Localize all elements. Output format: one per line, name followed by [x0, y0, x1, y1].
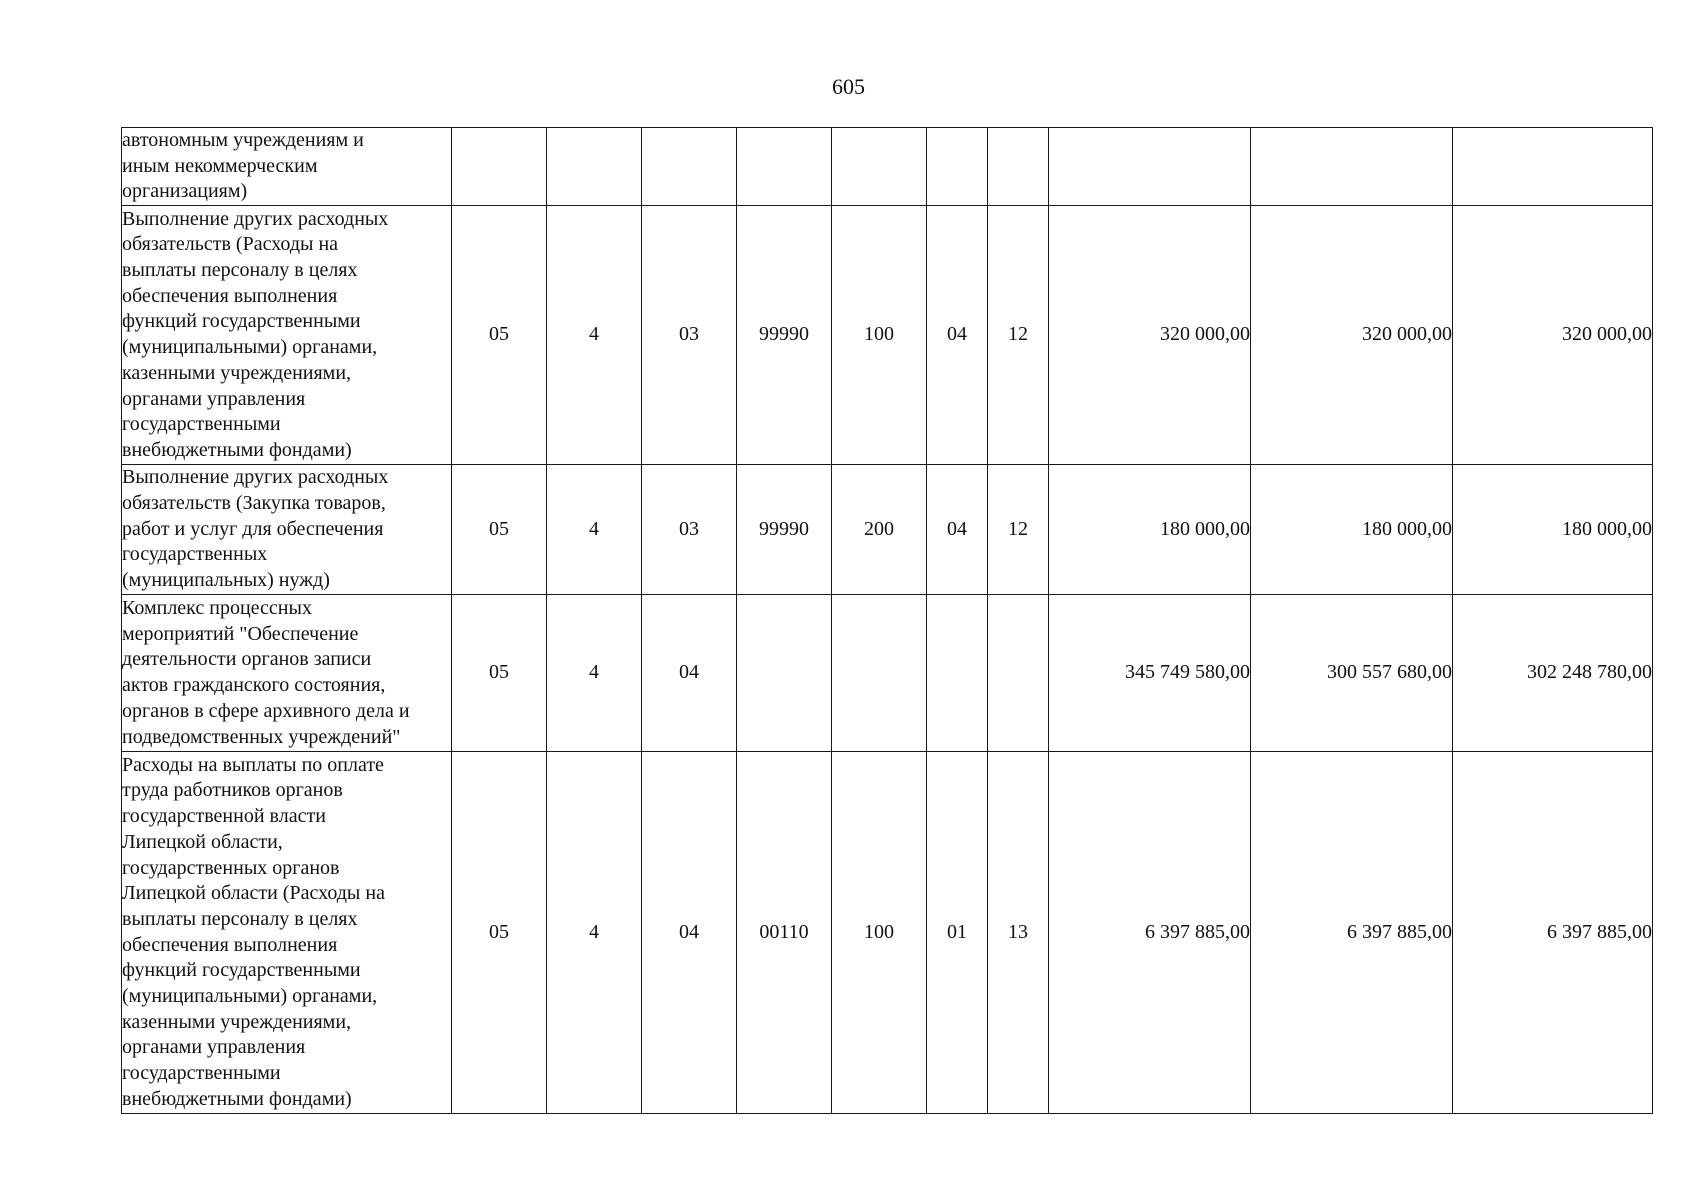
description-line: органов в сфере архивного дела и — [122, 699, 410, 722]
description-line: обязательств (Закупка товаров, — [122, 492, 386, 515]
description-line: иным некоммерческим — [122, 154, 318, 177]
description-line: органами управления — [122, 1036, 306, 1059]
description-line: государственной власти — [122, 805, 326, 828]
description-line: государственными — [122, 413, 281, 436]
description-line: внебюджетными фондами) — [122, 438, 352, 461]
subprogram-code — [547, 128, 642, 206]
section-code: 04 — [927, 465, 988, 595]
row-description — [122, 752, 452, 1114]
amount-year-1: 320 000,00 — [1049, 206, 1251, 465]
table-row — [122, 752, 1653, 1114]
measure-code: 04 — [642, 595, 737, 752]
description-line: обязательств (Расходы на — [122, 233, 339, 256]
table-row — [122, 465, 1653, 595]
section-code: 01 — [927, 752, 988, 1114]
measure-code — [642, 128, 737, 206]
amount-year-1 — [1049, 128, 1251, 206]
amount-year-2 — [1251, 128, 1453, 206]
amount-year-3: 320 000,00 — [1453, 206, 1653, 465]
amount-year-1: 6 397 885,00 — [1049, 752, 1251, 1114]
direction-code — [737, 595, 832, 752]
description-line: государственными — [122, 1062, 281, 1085]
section-code — [927, 595, 988, 752]
measure-code: 03 — [642, 465, 737, 595]
subsection-code — [988, 595, 1049, 752]
subprogram-code: 4 — [547, 752, 642, 1114]
description-line: Выполнение других расходных — [122, 207, 389, 230]
row-description — [122, 206, 452, 465]
description-line: деятельности органов записи — [122, 648, 372, 671]
table-row — [122, 206, 1653, 465]
measure-code: 04 — [642, 752, 737, 1114]
description-line: обеспечения выполнения — [122, 284, 338, 307]
description-line: казенными учреждениями, — [122, 361, 352, 384]
section-code — [927, 128, 988, 206]
amount-year-2: 320 000,00 — [1251, 206, 1453, 465]
description-line: Расходы на выплаты по оплате — [122, 753, 384, 776]
direction-code: 99990 — [737, 465, 832, 595]
expense-type-code: 200 — [832, 465, 927, 595]
amount-year-2: 300 557 680,00 — [1251, 595, 1453, 752]
program-code: 05 — [452, 752, 547, 1114]
description-line: (муниципальными) органами, — [122, 336, 378, 359]
subsection-code — [988, 128, 1049, 206]
description-line: труда работников органов — [122, 779, 343, 802]
budget-table — [121, 127, 1653, 1114]
description-line: выплаты персоналу в целях — [122, 259, 358, 281]
description-line: внебюджетными фондами) — [122, 1087, 352, 1110]
description-line: государственных — [122, 543, 268, 566]
amount-year-2: 6 397 885,00 — [1251, 752, 1453, 1114]
table-row — [122, 595, 1653, 752]
expense-type-code — [832, 595, 927, 752]
description-line: обеспечения выполнения — [122, 933, 338, 956]
description-line: работ и услуг для обеспечения — [122, 517, 384, 540]
expense-type-code — [832, 128, 927, 206]
row-description — [122, 465, 452, 595]
amount-year-1: 345 749 580,00 — [1049, 595, 1251, 752]
description-line: выплаты персоналу в целях — [122, 907, 358, 930]
description-line: (муниципальными) органами, — [122, 985, 378, 1008]
table-body — [122, 128, 1653, 1114]
description-line: государственных органов — [122, 856, 340, 879]
amount-year-3 — [1453, 128, 1653, 206]
description-line: мероприятий "Обеспечение — [122, 622, 359, 645]
row-description — [122, 595, 452, 752]
subprogram-code: 4 — [547, 465, 642, 595]
subsection-code: 12 — [988, 465, 1049, 595]
amount-year-1: 180 000,00 — [1049, 465, 1251, 595]
amount-year-3: 6 397 885,00 — [1453, 752, 1653, 1114]
direction-code — [737, 128, 832, 206]
amount-year-3: 302 248 780,00 — [1453, 595, 1653, 752]
description-line: подведомственных учреждений" — [122, 725, 401, 748]
subsection-code: 13 — [988, 752, 1049, 1114]
description-line: казенными учреждениями, — [122, 1010, 352, 1033]
description-line: автономным учреждениям и — [122, 129, 364, 151]
description-line: Комплекс процессных — [122, 597, 312, 619]
page-number: 605 — [832, 74, 865, 99]
description-line: актов гражданского состояния, — [122, 674, 386, 697]
description-line: Выполнение других расходных — [122, 466, 389, 489]
program-code: 05 — [452, 595, 547, 752]
direction-code: 00110 — [737, 752, 832, 1114]
amount-year-2: 180 000,00 — [1251, 465, 1453, 595]
section-code: 04 — [927, 206, 988, 465]
measure-code: 03 — [642, 206, 737, 465]
program-code: 05 — [452, 465, 547, 595]
subprogram-code: 4 — [547, 595, 642, 752]
program-code: 05 — [452, 206, 547, 465]
description-line: органами управления — [122, 387, 306, 410]
expense-type-code: 100 — [832, 752, 927, 1114]
direction-code: 99990 — [737, 206, 832, 465]
amount-year-3: 180 000,00 — [1453, 465, 1653, 595]
description-line: функций государственными — [122, 310, 361, 333]
subprogram-code: 4 — [547, 206, 642, 465]
description-line: (муниципальных) нужд) — [122, 569, 330, 592]
expense-type-code: 100 — [832, 206, 927, 465]
description-line: Липецкой области, — [122, 830, 283, 853]
description-line: организациям) — [122, 180, 248, 203]
subsection-code: 12 — [988, 206, 1049, 465]
description-line: Липецкой области (Расходы на — [122, 882, 385, 905]
description-line: функций государственными — [122, 959, 361, 982]
row-description — [122, 128, 452, 206]
program-code — [452, 128, 547, 206]
table-row — [122, 128, 1653, 206]
